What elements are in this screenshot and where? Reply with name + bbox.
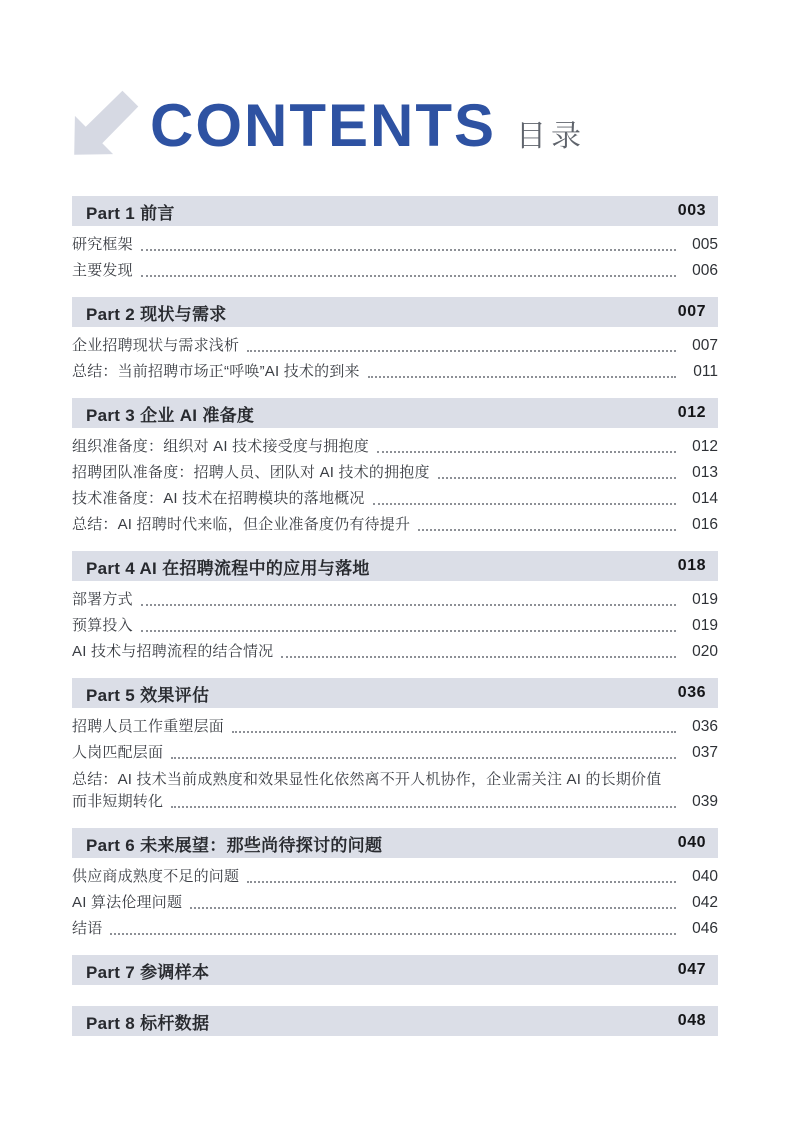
toc-entry[interactable] xyxy=(72,486,718,512)
section-page-number: 018 xyxy=(677,557,706,574)
toc-entry-page: 007 xyxy=(692,337,718,354)
toc-section-items xyxy=(72,858,718,942)
contents-header xyxy=(66,88,794,164)
page-subtitle: 目录 xyxy=(516,120,586,153)
toc-entry[interactable] xyxy=(72,740,718,766)
dotted-leader xyxy=(141,604,676,606)
toc-entry-label: 研究框架 xyxy=(72,236,133,253)
toc-entry[interactable] xyxy=(72,359,718,385)
toc-section xyxy=(72,551,718,665)
dotted-leader xyxy=(377,451,676,453)
toc-entry[interactable] xyxy=(72,890,718,916)
toc-section xyxy=(72,196,718,284)
toc-entry-label: 结语 xyxy=(72,920,103,937)
dotted-leader xyxy=(141,630,676,632)
toc-entry-label: 预算投入 xyxy=(72,617,133,634)
toc-entry-page: 040 xyxy=(692,868,718,885)
toc-entry-label: 总结：当前招聘市场正“呼唤”AI 技术的到来 xyxy=(72,363,360,380)
toc-entry-label: 技术准备度：AI 技术在招聘模块的落地概况 xyxy=(72,490,365,507)
toc-entry-page: 037 xyxy=(692,744,718,761)
toc-entry[interactable] xyxy=(72,714,718,740)
toc-section-items xyxy=(72,581,718,665)
toc-section-header[interactable] xyxy=(72,297,718,327)
dotted-leader xyxy=(141,249,676,251)
dotted-leader xyxy=(373,503,676,505)
section-page-number: 048 xyxy=(677,1012,706,1029)
toc-entry[interactable] xyxy=(72,512,718,538)
toc-section-header[interactable] xyxy=(72,955,718,985)
section-page-number: 040 xyxy=(677,834,706,851)
toc-entry-label: AI 技术与招聘流程的结合情况 xyxy=(72,643,274,660)
toc-entry[interactable] xyxy=(72,916,718,942)
toc-entry-label: 招聘团队准备度：招聘人员、团队对 AI 技术的拥抱度 xyxy=(72,464,430,481)
arrow-down-left-icon xyxy=(66,90,140,162)
toc-entry-label: 企业招聘现状与需求浅析 xyxy=(72,337,240,354)
toc-entry[interactable] xyxy=(72,434,718,460)
dotted-leader xyxy=(247,350,676,352)
toc-section-header[interactable] xyxy=(72,551,718,581)
toc-section-header[interactable] xyxy=(72,1006,718,1036)
toc-entry-label: 主要发现 xyxy=(72,262,133,279)
toc-entry-label: 供应商成熟度不足的问题 xyxy=(72,868,240,885)
toc-entry[interactable] xyxy=(72,613,718,639)
section-title: Part 4 AI 在招聘流程中的应用与落地 xyxy=(86,558,370,578)
section-title: Part 5 效果评估 xyxy=(86,685,210,705)
toc-entry-page: 016 xyxy=(692,516,718,533)
dotted-leader xyxy=(232,731,676,733)
page-title: CONTENTS xyxy=(150,92,496,159)
section-page-number: 012 xyxy=(677,404,706,421)
toc-entry-page: 006 xyxy=(692,262,718,279)
toc-section-header[interactable] xyxy=(72,398,718,428)
toc-entry-page: 012 xyxy=(692,438,718,455)
toc-entry-label: 总结：AI 技术当前成熟度和效果显性化依然离不开人机协作，企业需关注 AI 的长期价值 xyxy=(72,771,662,788)
toc-entry[interactable] xyxy=(72,864,718,890)
toc-section xyxy=(72,678,718,815)
toc-entry[interactable] xyxy=(72,232,718,258)
section-title: Part 6 未来展望：那些尚待探讨的问题 xyxy=(86,835,383,855)
toc-section xyxy=(72,398,718,538)
section-page-number: 007 xyxy=(677,303,706,320)
toc-entry-page: 042 xyxy=(692,894,718,911)
toc-section-header[interactable] xyxy=(72,196,718,226)
dotted-leader xyxy=(368,376,676,378)
dotted-leader xyxy=(110,933,676,935)
toc-entry-page: 005 xyxy=(692,236,718,253)
dotted-leader xyxy=(418,529,676,531)
section-title: Part 2 现状与需求 xyxy=(86,304,227,324)
toc-entry-page: 020 xyxy=(692,643,718,660)
toc-entry-page: 039 xyxy=(692,793,718,810)
toc-entry-page: 011 xyxy=(693,363,718,380)
dotted-leader xyxy=(171,806,676,808)
toc-section-items xyxy=(72,428,718,538)
toc-entry-page: 013 xyxy=(692,464,718,481)
toc-entry-page: 046 xyxy=(692,920,718,937)
toc-section-items xyxy=(72,327,718,385)
toc-section-header[interactable] xyxy=(72,678,718,708)
toc-entry-page: 014 xyxy=(692,490,718,507)
toc-section xyxy=(72,1006,718,1036)
section-title: Part 3 企业 AI 准备度 xyxy=(86,405,255,425)
toc-entry-label: 总结：AI 招聘时代来临，但企业准备度仍有待提升 xyxy=(72,516,411,533)
toc-section-items xyxy=(72,708,718,815)
dotted-leader xyxy=(438,477,676,479)
dotted-leader xyxy=(190,907,676,909)
section-title: Part 1 前言 xyxy=(86,203,175,223)
toc-section xyxy=(72,955,718,985)
dotted-leader xyxy=(141,275,676,277)
toc-entry-label: 人岗匹配层面 xyxy=(72,744,164,761)
toc-entry[interactable] xyxy=(72,258,718,284)
toc-section xyxy=(72,297,718,385)
toc-entry[interactable] xyxy=(72,639,718,665)
section-page-number: 036 xyxy=(677,684,706,701)
toc-section-items xyxy=(72,226,718,284)
toc-sections xyxy=(72,196,718,1036)
toc-entry-page: 019 xyxy=(692,617,718,634)
section-page-number: 003 xyxy=(677,202,706,219)
toc-entry-label: 部署方式 xyxy=(72,591,133,608)
toc-section-header[interactable] xyxy=(72,828,718,858)
toc-entry[interactable] xyxy=(72,460,718,486)
toc-entry[interactable] xyxy=(72,587,718,613)
toc-entry-label: 组织准备度：组织对 AI 技术接受度与拥抱度 xyxy=(72,438,369,455)
toc-entry-page: 036 xyxy=(692,718,718,735)
dotted-leader xyxy=(247,881,676,883)
dotted-leader xyxy=(171,757,676,759)
toc-entry[interactable] xyxy=(72,333,718,359)
toc-entry[interactable] xyxy=(72,766,718,815)
toc-entry-label: 招聘人员工作重塑层面 xyxy=(72,718,225,735)
section-title: Part 8 标杆数据 xyxy=(86,1013,210,1033)
toc-entry-label: AI 算法伦理问题 xyxy=(72,894,183,911)
toc-section xyxy=(72,828,718,942)
dotted-leader xyxy=(281,656,676,658)
section-title: Part 7 参调样本 xyxy=(86,962,210,982)
section-page-number: 047 xyxy=(677,961,706,978)
toc-entry-page: 019 xyxy=(692,591,718,608)
toc-entry-label-line2: 而非短期转化 xyxy=(72,793,164,810)
